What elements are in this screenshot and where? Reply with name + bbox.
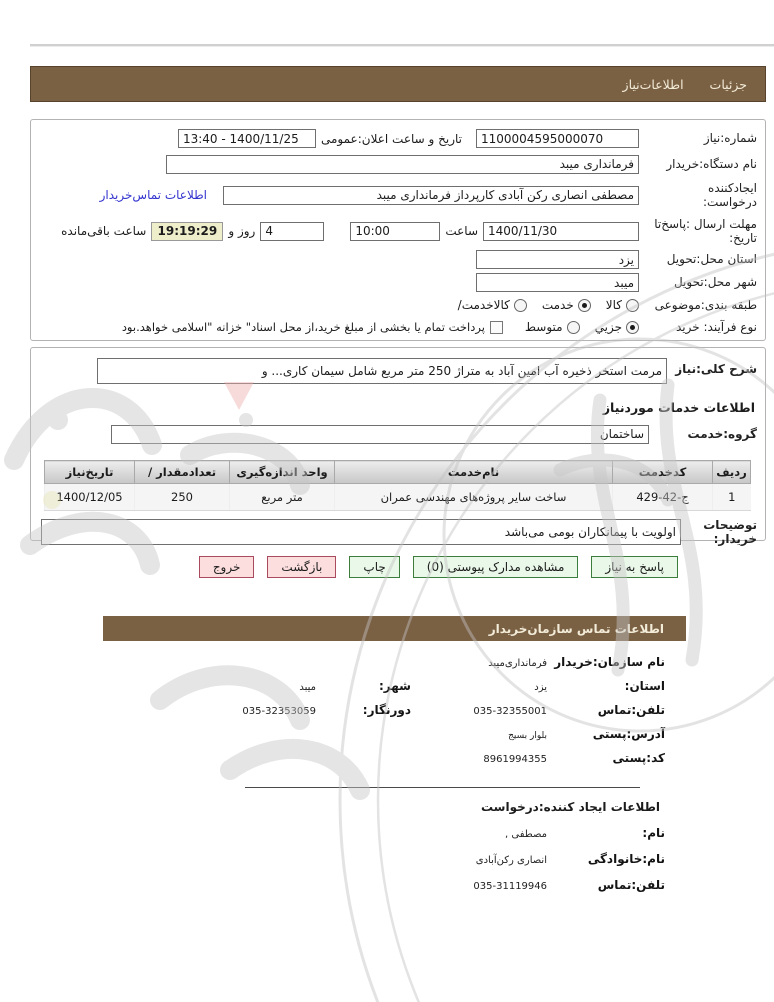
cell-service-name: ساخت سایر پروژه‌های مهندسی عمران <box>335 484 613 511</box>
col-service-name: نام‌خدمت <box>335 461 613 484</box>
request-creator-label-line1: ایجادکننده <box>708 180 757 195</box>
deadline-time-field[interactable]: 10:00 <box>350 222 440 241</box>
cell-quantity: 250 <box>135 484 230 511</box>
action-buttons <box>30 556 766 578</box>
exit-button[interactable]: خروج <box>199 556 255 578</box>
services-heading: اطلاعات خدمات موردنیاز <box>602 400 755 415</box>
category-service-label: خدمت <box>541 298 574 312</box>
postal-address-label: آدرس:پستی <box>592 727 665 741</box>
postal-code-label: کد:پستی <box>612 751 665 765</box>
fax-value: 035-32353059 <box>242 706 316 717</box>
publish-datetime-field[interactable]: 1400/11/25 - 13:40 <box>178 129 316 148</box>
province-value: یزد <box>534 682 547 693</box>
request-creator-heading: اطلاعات ایجاد کننده:درخواست <box>480 800 660 814</box>
col-row-number: ردیف <box>713 461 751 484</box>
contact-row-address <box>105 727 665 751</box>
col-quantity: تعدادمقدار / <box>135 461 230 484</box>
reply-to-need-button[interactable]: پاسخ به نیاز <box>591 556 678 578</box>
process-minor-label: جزیي <box>594 320 622 334</box>
reply-deadline-label-line2: تاریخ: <box>729 231 757 245</box>
need-number-label: شماره:نیاز <box>703 131 757 146</box>
firstname-label: نام: <box>642 826 665 840</box>
category-goods-radio[interactable] <box>626 299 639 312</box>
category-goods-service-radio[interactable] <box>514 299 527 312</box>
subject-category-label: طبقه بندی:موضوعی <box>654 297 757 312</box>
buyer-notes-label-line1: توضیحات <box>703 517 757 532</box>
cell-need-date: 1400/12/05 <box>45 484 135 511</box>
cell-unit: متر مربع <box>230 484 335 511</box>
city-label: شهر: <box>379 679 411 693</box>
need-number-field[interactable]: 1100004595000070 <box>476 129 639 148</box>
col-service-code: کدخدمت <box>613 461 713 484</box>
process-medium-label: متوسط <box>524 320 563 334</box>
reply-deadline-label-line1: مهلت ارسال :پاسخ‌تا <box>654 216 757 231</box>
process-minor-radio[interactable] <box>626 321 639 334</box>
contact-row-province-city <box>105 679 665 703</box>
delivery-province-field[interactable]: یزد <box>476 250 639 269</box>
buyer-contact-header: اطلاعات تماس سازمان‌خریدار <box>103 616 686 641</box>
contact-row-phone-fax <box>105 703 665 727</box>
days-remaining-field[interactable]: 4 <box>260 222 324 241</box>
org-name-value: فرمانداری‌میبد <box>488 658 547 669</box>
table-row[interactable] <box>45 484 751 511</box>
request-creator-label-line2: درخواست: <box>703 195 757 209</box>
delivery-province-label: استان محل:تحویل <box>666 252 757 267</box>
hours-remaining-label: ساعت باقی‌مانده <box>61 224 147 238</box>
view-attachments-button[interactable]: مشاهده مدارک پیوستی (0) <box>413 556 579 578</box>
lastname-value: انصاری رکن‌آبادی <box>475 855 547 866</box>
contact-row-postalcode <box>105 751 665 775</box>
province-label: استان: <box>624 679 665 693</box>
fax-label: دورنگار: <box>362 703 411 717</box>
category-goods-service-label: کالاخدمت/ <box>457 298 510 312</box>
city-value: میبد <box>299 682 316 693</box>
buyer-org-label: نام دستگاه:خریدار <box>666 156 757 171</box>
countdown-timer: 19:19:29 <box>151 222 223 241</box>
buyer-contact-block <box>105 655 665 904</box>
creator-phone-value: 035-31119946 <box>473 881 547 892</box>
process-type-label: نوع فرآیند: خرید <box>676 319 757 334</box>
back-button[interactable]: بازگشت <box>267 556 336 578</box>
tab-details[interactable]: جزئیات <box>709 76 747 92</box>
creator-phone-label: تلفن:تماس <box>597 878 665 892</box>
deadline-date-field[interactable]: 1400/11/30 <box>483 222 639 241</box>
need-summary-label: شرح کلی:نیاز <box>675 362 757 376</box>
tab-need-info[interactable]: اطلاعات‌نیاز <box>622 76 684 92</box>
need-summary-field[interactable]: مرمت استخر ذخیره آب امین آباد به متراژ 250 متر مربع شامل سیمان کاری... و <box>97 358 667 384</box>
category-service-radio[interactable] <box>578 299 591 312</box>
print-button[interactable]: چاپ <box>349 556 399 578</box>
service-group-field[interactable]: ساختمان <box>111 425 649 444</box>
services-table-header-row <box>45 461 751 484</box>
buyer-notes-label <box>681 518 757 546</box>
firstname-value: مصطفی , <box>505 829 547 840</box>
creator-row-phone <box>105 878 665 904</box>
lastname-label: نام:خانوادگی <box>587 852 665 866</box>
buyer-notes-label-line2: خریدار: <box>713 532 757 546</box>
publish-datetime-label: تاریخ و ساعت اعلان:عمومی <box>320 131 462 146</box>
delivery-city-label: شهر محل:تحویل <box>673 275 757 290</box>
days-label: روز و <box>228 224 256 238</box>
col-need-date: تاریخ‌نیاز <box>45 461 135 484</box>
need-description-panel <box>30 347 766 546</box>
creator-row-lastname <box>105 852 665 878</box>
request-creator-label <box>639 181 757 209</box>
delivery-city-field[interactable]: میبد <box>476 273 639 292</box>
contact-divider <box>245 787 640 788</box>
service-group-label: گروه:خدمت <box>687 426 757 441</box>
treasury-label: پرداخت تمام یا بخشی از مبلغ خرید،از محل اسناد" خزانه "اسلامی خواهد.بود <box>121 320 485 334</box>
buyer-contact-link[interactable]: اطلاعات تماس‌خریدار <box>99 188 207 202</box>
need-info-panel <box>30 119 766 341</box>
postal-address-value: بلوار بسیج <box>508 731 547 741</box>
buyer-notes-field[interactable]: اولویت با پیمانکاران بومی می‌باشد <box>41 519 681 545</box>
category-goods-label: کالا <box>605 298 622 312</box>
col-unit: واحد اندازه‌گیری <box>230 461 335 484</box>
reply-deadline-label <box>639 217 757 245</box>
treasury-checkbox[interactable] <box>490 321 503 334</box>
process-medium-radio[interactable] <box>567 321 580 334</box>
section-tabbar <box>30 66 766 102</box>
cell-row-number: 1 <box>713 484 751 511</box>
cell-service-code: ج-42-429 <box>613 484 713 511</box>
postal-code-value: 8961994355 <box>483 754 547 765</box>
top-divider <box>30 44 774 46</box>
services-table <box>44 460 751 511</box>
deadline-hour-label: ساعت <box>445 224 478 238</box>
phone-label: تلفن:تماس <box>597 703 665 717</box>
org-name-label: نام سازمان:خریدار <box>554 655 665 669</box>
contact-row-org <box>105 655 665 679</box>
buyer-org-field[interactable]: فرمانداری میبد <box>166 155 639 174</box>
phone-value: 035-32355001 <box>473 706 547 717</box>
request-creator-field[interactable]: مصطفی انصاری رکن آبادی کارپرداز فرمانداری میبد <box>223 186 639 205</box>
creator-row-firstname <box>105 826 665 852</box>
